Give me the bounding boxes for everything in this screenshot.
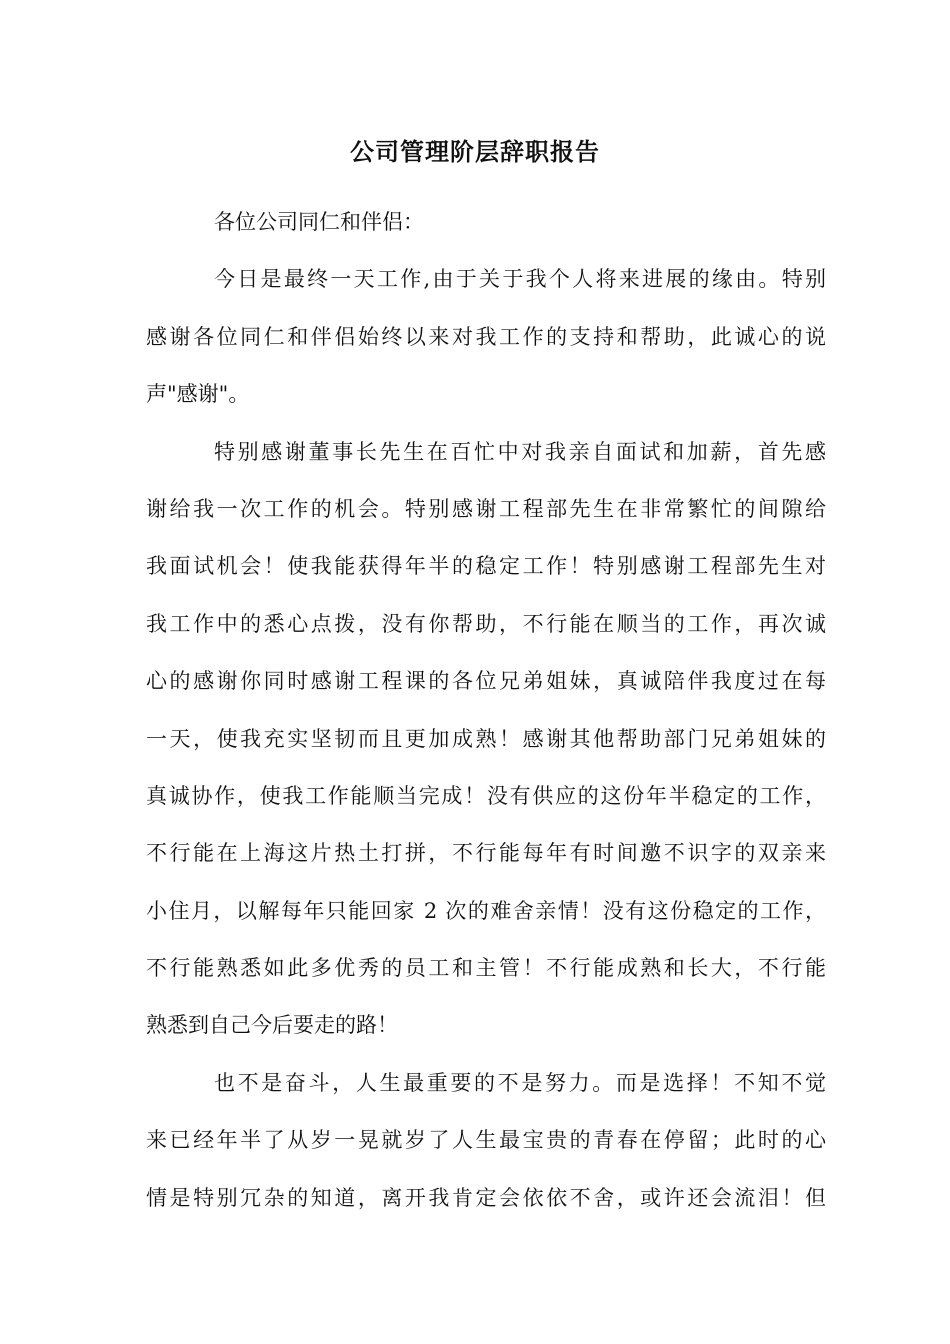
body-line: 一天，使我充实坚韧而且更加成熟！感谢其他帮助部门兄弟姐妹的 (146, 726, 826, 751)
body-line: 我工作中的悉心点拨，没有你帮助，不行能在顺当的工作，再次诚 (146, 611, 826, 636)
body-line: 也不是奋斗，人生最重要的不是努力。而是选择！不知不觉 (214, 1070, 826, 1095)
body-line: 熟悉到自己今后要走的路！ (146, 1013, 398, 1038)
document-title: 公司管理阶层辞职报告 (350, 137, 600, 166)
body-line: 特别感谢董事长先生在百忙中对我亲自面试和加薪，首先感 (214, 439, 826, 464)
body-line: 心的感谢你同时感谢工程课的各位兄弟姐妹，真诚陪伴我度过在每 (146, 669, 826, 694)
body-line: 我面试机会！使我能获得年半的稳定工作！特别感谢工程部先生对 (146, 554, 826, 579)
body-line: 不行能熟悉如此多优秀的员工和主管！不行能成熟和长大，不行能 (146, 956, 826, 981)
body-line: 来已经年半了从岁一晃就岁了人生最宝贵的青春在停留；此时的心 (146, 1128, 826, 1153)
body-line: 各位公司同仁和伴侣： (214, 210, 424, 234)
body-line: 声"感谢"。 (146, 382, 250, 407)
body-line: 谢给我一次工作的机会。特别感谢工程部先生在非常繁忙的间隙给 (146, 496, 826, 521)
body-line: 小住月，以解每年只能回家 2 次的难舍亲情！没有这份稳定的工作， (146, 898, 826, 923)
body-line: 感谢各位同仁和伴侣始终以来对我工作的支持和帮助，此诚心的说 (146, 324, 826, 349)
body-line: 不行能在上海这片热土打拼，不行能每年有时间邀不识字的双亲来 (146, 841, 826, 866)
body-line: 真诚协作，使我工作能顺当完成！没有供应的这份年半稳定的工作， (146, 783, 826, 808)
document-body (146, 200, 826, 1233)
body-line: 情是特别冗杂的知道，离开我肯定会依依不舍，或许还会流泪！但 (146, 1185, 826, 1210)
body-line: 今日是最终一天工作,由于关于我个人将来进展的缘由。特别 (214, 267, 826, 292)
